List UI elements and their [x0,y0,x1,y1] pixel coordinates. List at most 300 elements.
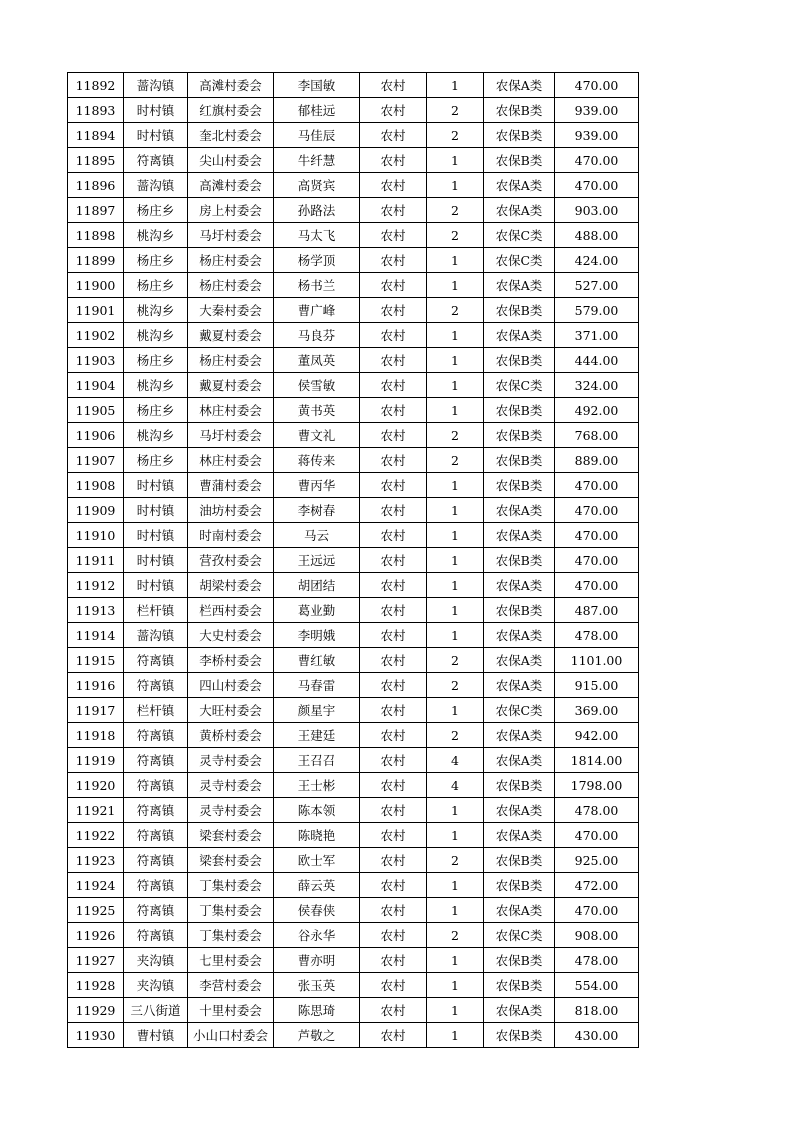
township-cell: 符离镇 [124,873,188,898]
township-cell: 桃沟乡 [124,323,188,348]
township-cell: 时村镇 [124,498,188,523]
insurance-category-cell: 农保B类 [484,348,555,373]
township-cell: 桃沟乡 [124,223,188,248]
residence-type-cell: 农村 [360,573,427,598]
insurance-category-cell: 农保B类 [484,298,555,323]
insurance-category-cell: 农保B类 [484,423,555,448]
table-row [68,198,639,223]
table-row [68,923,639,948]
village-committee-cell: 丁集村委会 [188,923,274,948]
row-number-cell: 11913 [68,598,124,623]
village-committee-cell: 戴夏村委会 [188,323,274,348]
table-row [68,1023,639,1048]
amount-cell: 369.00 [555,698,639,723]
household-size-cell: 1 [427,473,484,498]
table-row [68,873,639,898]
amount-cell: 768.00 [555,423,639,448]
row-number-cell: 11911 [68,548,124,573]
name-cell: 蒋传来 [274,448,360,473]
residence-type-cell: 农村 [360,698,427,723]
amount-cell: 478.00 [555,948,639,973]
residence-type-cell: 农村 [360,298,427,323]
residence-type-cell: 农村 [360,423,427,448]
row-number-cell: 11909 [68,498,124,523]
insurance-category-cell: 农保B类 [484,873,555,898]
household-size-cell: 1 [427,573,484,598]
insurance-category-cell: 农保A类 [484,723,555,748]
township-cell: 符离镇 [124,648,188,673]
table-row [68,548,639,573]
village-committee-cell: 杨庄村委会 [188,348,274,373]
table-row [68,148,639,173]
township-cell: 符离镇 [124,673,188,698]
village-committee-cell: 丁集村委会 [188,873,274,898]
row-number-cell: 11905 [68,398,124,423]
row-number-cell: 11904 [68,373,124,398]
name-cell: 李国敏 [274,73,360,98]
residence-type-cell: 农村 [360,523,427,548]
amount-cell: 472.00 [555,873,639,898]
insurance-category-cell: 农保A类 [484,673,555,698]
household-size-cell: 1 [427,873,484,898]
table-row [68,173,639,198]
township-cell: 时村镇 [124,123,188,148]
name-cell: 杨书兰 [274,273,360,298]
table-row [68,398,639,423]
village-committee-cell: 林庄村委会 [188,398,274,423]
township-cell: 时村镇 [124,573,188,598]
residence-type-cell: 农村 [360,598,427,623]
township-cell: 时村镇 [124,548,188,573]
table-row [68,123,639,148]
residence-type-cell: 农村 [360,173,427,198]
table-row [68,223,639,248]
township-cell: 时村镇 [124,523,188,548]
township-cell: 桃沟乡 [124,423,188,448]
residence-type-cell: 农村 [360,548,427,573]
village-committee-cell: 黄桥村委会 [188,723,274,748]
township-cell: 蔷沟镇 [124,623,188,648]
table-row [68,823,639,848]
township-cell: 曹村镇 [124,1023,188,1048]
residence-type-cell: 农村 [360,448,427,473]
name-cell: 张玉英 [274,973,360,998]
township-cell: 符离镇 [124,898,188,923]
household-size-cell: 1 [427,173,484,198]
household-size-cell: 1 [427,398,484,423]
residence-type-cell: 农村 [360,98,427,123]
household-size-cell: 1 [427,523,484,548]
household-size-cell: 1 [427,323,484,348]
household-size-cell: 1 [427,248,484,273]
insurance-category-cell: 农保C类 [484,923,555,948]
row-number-cell: 11918 [68,723,124,748]
village-committee-cell: 马圩村委会 [188,423,274,448]
row-number-cell: 11903 [68,348,124,373]
insurance-category-cell: 农保C类 [484,698,555,723]
residence-type-cell: 农村 [360,998,427,1023]
township-cell: 符离镇 [124,798,188,823]
table-row [68,273,639,298]
name-cell: 葛业勤 [274,598,360,623]
residence-type-cell: 农村 [360,348,427,373]
household-size-cell: 1 [427,348,484,373]
amount-cell: 478.00 [555,623,639,648]
residence-type-cell: 农村 [360,948,427,973]
row-number-cell: 11912 [68,573,124,598]
name-cell: 曹文礼 [274,423,360,448]
amount-cell: 1101.00 [555,648,639,673]
insurance-category-cell: 农保B类 [484,548,555,573]
township-cell: 三八街道 [124,998,188,1023]
village-committee-cell: 大秦村委会 [188,298,274,323]
village-committee-cell: 营孜村委会 [188,548,274,573]
row-number-cell: 11922 [68,823,124,848]
amount-cell: 470.00 [555,898,639,923]
table-row [68,723,639,748]
table-row [68,448,639,473]
township-cell: 时村镇 [124,473,188,498]
name-cell: 胡团结 [274,573,360,598]
name-cell: 王远远 [274,548,360,573]
table-row [68,698,639,723]
household-size-cell: 1 [427,623,484,648]
residence-type-cell: 农村 [360,498,427,523]
amount-cell: 579.00 [555,298,639,323]
row-number-cell: 11925 [68,898,124,923]
township-cell: 夹沟镇 [124,973,188,998]
amount-cell: 908.00 [555,923,639,948]
village-committee-cell: 曹蒲村委会 [188,473,274,498]
household-size-cell: 2 [427,448,484,473]
amount-cell: 527.00 [555,273,639,298]
amount-cell: 915.00 [555,673,639,698]
roster-body [68,73,639,1048]
household-size-cell: 2 [427,848,484,873]
insurance-category-cell: 农保B类 [484,598,555,623]
insurance-category-cell: 农保A类 [484,323,555,348]
name-cell: 陈本领 [274,798,360,823]
residence-type-cell: 农村 [360,148,427,173]
name-cell: 马太飞 [274,223,360,248]
village-committee-cell: 马圩村委会 [188,223,274,248]
household-size-cell: 4 [427,748,484,773]
township-cell: 符离镇 [124,748,188,773]
row-number-cell: 11914 [68,623,124,648]
name-cell: 薛云英 [274,873,360,898]
row-number-cell: 11907 [68,448,124,473]
row-number-cell: 11916 [68,673,124,698]
table-row [68,298,639,323]
insurance-category-cell: 农保B类 [484,473,555,498]
amount-cell: 324.00 [555,373,639,398]
name-cell: 高贤宾 [274,173,360,198]
township-cell: 蔷沟镇 [124,73,188,98]
household-size-cell: 2 [427,423,484,448]
township-cell: 杨庄乡 [124,273,188,298]
household-size-cell: 1 [427,373,484,398]
table-row [68,648,639,673]
name-cell: 马良芬 [274,323,360,348]
village-committee-cell: 四山村委会 [188,673,274,698]
insurance-category-cell: 农保A类 [484,73,555,98]
amount-cell: 942.00 [555,723,639,748]
village-committee-cell: 灵寺村委会 [188,773,274,798]
amount-cell: 371.00 [555,323,639,348]
village-committee-cell: 杨庄村委会 [188,273,274,298]
table-row [68,598,639,623]
name-cell: 马春雷 [274,673,360,698]
residence-type-cell: 农村 [360,673,427,698]
household-size-cell: 2 [427,123,484,148]
name-cell: 王建廷 [274,723,360,748]
residence-type-cell: 农村 [360,848,427,873]
name-cell: 曹广峰 [274,298,360,323]
table-row [68,323,639,348]
township-cell: 符离镇 [124,823,188,848]
insurance-category-cell: 农保A类 [484,573,555,598]
row-number-cell: 11923 [68,848,124,873]
table-row [68,848,639,873]
name-cell: 陈思琦 [274,998,360,1023]
village-committee-cell: 灵寺村委会 [188,798,274,823]
amount-cell: 488.00 [555,223,639,248]
household-size-cell: 1 [427,498,484,523]
name-cell: 牛纤慧 [274,148,360,173]
name-cell: 曹红敏 [274,648,360,673]
amount-cell: 925.00 [555,848,639,873]
household-size-cell: 1 [427,798,484,823]
township-cell: 符离镇 [124,723,188,748]
name-cell: 孙路法 [274,198,360,223]
household-size-cell: 2 [427,673,484,698]
village-committee-cell: 灵寺村委会 [188,748,274,773]
amount-cell: 470.00 [555,473,639,498]
row-number-cell: 11901 [68,298,124,323]
village-committee-cell: 戴夏村委会 [188,373,274,398]
household-size-cell: 1 [427,823,484,848]
table-row [68,998,639,1023]
name-cell: 王士彬 [274,773,360,798]
insurance-category-cell: 农保B类 [484,1023,555,1048]
insurance-category-cell: 农保A类 [484,523,555,548]
name-cell: 侯春侠 [274,898,360,923]
household-size-cell: 1 [427,73,484,98]
insurance-category-cell: 农保A类 [484,798,555,823]
amount-cell: 889.00 [555,448,639,473]
village-committee-cell: 李营村委会 [188,973,274,998]
household-size-cell: 1 [427,998,484,1023]
household-size-cell: 1 [427,548,484,573]
residence-type-cell: 农村 [360,73,427,98]
household-size-cell: 1 [427,148,484,173]
residence-type-cell: 农村 [360,1023,427,1048]
amount-cell: 492.00 [555,398,639,423]
table-row [68,98,639,123]
amount-cell: 470.00 [555,498,639,523]
amount-cell: 470.00 [555,823,639,848]
table-row [68,423,639,448]
name-cell: 曹亦明 [274,948,360,973]
name-cell: 李明娥 [274,623,360,648]
residence-type-cell: 农村 [360,773,427,798]
village-committee-cell: 梁套村委会 [188,823,274,848]
residence-type-cell: 农村 [360,898,427,923]
insurance-category-cell: 农保A类 [484,623,555,648]
household-size-cell: 1 [427,973,484,998]
township-cell: 符离镇 [124,923,188,948]
household-size-cell: 1 [427,898,484,923]
table-row [68,748,639,773]
village-committee-cell: 梁套村委会 [188,848,274,873]
table-row [68,973,639,998]
amount-cell: 939.00 [555,98,639,123]
insurance-category-cell: 农保B类 [484,448,555,473]
township-cell: 杨庄乡 [124,198,188,223]
village-committee-cell: 栏西村委会 [188,598,274,623]
residence-type-cell: 农村 [360,823,427,848]
residence-type-cell: 农村 [360,623,427,648]
insurance-category-cell: 农保A类 [484,998,555,1023]
village-committee-cell: 丁集村委会 [188,898,274,923]
insurance-category-cell: 农保C类 [484,223,555,248]
household-size-cell: 2 [427,98,484,123]
amount-cell: 478.00 [555,798,639,823]
insurance-category-cell: 农保C类 [484,248,555,273]
village-committee-cell: 十里村委会 [188,998,274,1023]
table-row [68,773,639,798]
table-row [68,473,639,498]
row-number-cell: 11926 [68,923,124,948]
household-size-cell: 1 [427,698,484,723]
township-cell: 符离镇 [124,148,188,173]
residence-type-cell: 农村 [360,123,427,148]
insurance-category-cell: 农保B类 [484,973,555,998]
insurance-category-cell: 农保A类 [484,273,555,298]
insurance-category-cell: 农保A类 [484,498,555,523]
amount-cell: 818.00 [555,998,639,1023]
village-committee-cell: 高滩村委会 [188,173,274,198]
name-cell: 王召召 [274,748,360,773]
residence-type-cell: 农村 [360,273,427,298]
village-committee-cell: 大旺村委会 [188,698,274,723]
name-cell: 陈晓艳 [274,823,360,848]
table-row [68,248,639,273]
name-cell: 颜星宇 [274,698,360,723]
household-size-cell: 1 [427,1023,484,1048]
township-cell: 杨庄乡 [124,398,188,423]
township-cell: 栏杆镇 [124,598,188,623]
table-row [68,948,639,973]
row-number-cell: 11921 [68,798,124,823]
row-number-cell: 11930 [68,1023,124,1048]
village-committee-cell: 杨庄村委会 [188,248,274,273]
village-committee-cell: 林庄村委会 [188,448,274,473]
household-size-cell: 2 [427,723,484,748]
row-number-cell: 11895 [68,148,124,173]
name-cell: 黄书英 [274,398,360,423]
residence-type-cell: 农村 [360,323,427,348]
household-size-cell: 1 [427,273,484,298]
row-number-cell: 11892 [68,73,124,98]
amount-cell: 470.00 [555,73,639,98]
name-cell: 芦敬之 [274,1023,360,1048]
township-cell: 蔷沟镇 [124,173,188,198]
name-cell: 李树春 [274,498,360,523]
residence-type-cell: 农村 [360,648,427,673]
village-committee-cell: 七里村委会 [188,948,274,973]
residence-type-cell: 农村 [360,973,427,998]
table-row [68,898,639,923]
amount-cell: 470.00 [555,573,639,598]
table-row [68,673,639,698]
table-row [68,373,639,398]
household-size-cell: 2 [427,198,484,223]
row-number-cell: 11919 [68,748,124,773]
amount-cell: 903.00 [555,198,639,223]
name-cell: 侯雪敏 [274,373,360,398]
village-committee-cell: 高滩村委会 [188,73,274,98]
row-number-cell: 11899 [68,248,124,273]
row-number-cell: 11908 [68,473,124,498]
insurance-category-cell: 农保B类 [484,123,555,148]
amount-cell: 939.00 [555,123,639,148]
row-number-cell: 11910 [68,523,124,548]
table-row [68,798,639,823]
household-size-cell: 2 [427,298,484,323]
table-row [68,623,639,648]
household-size-cell: 2 [427,923,484,948]
insurance-category-cell: 农保A类 [484,823,555,848]
amount-cell: 1798.00 [555,773,639,798]
residence-type-cell: 农村 [360,373,427,398]
residence-type-cell: 农村 [360,923,427,948]
township-cell: 符离镇 [124,848,188,873]
table-row [68,348,639,373]
table-row [68,573,639,598]
residence-type-cell: 农村 [360,723,427,748]
residence-type-cell: 农村 [360,873,427,898]
village-committee-cell: 油坊村委会 [188,498,274,523]
row-number-cell: 11898 [68,223,124,248]
insurance-category-cell: 农保B类 [484,848,555,873]
residence-type-cell: 农村 [360,473,427,498]
insurance-category-cell: 农保B类 [484,148,555,173]
table-row [68,73,639,98]
row-number-cell: 11897 [68,198,124,223]
residence-type-cell: 农村 [360,223,427,248]
village-committee-cell: 奎北村委会 [188,123,274,148]
row-number-cell: 11900 [68,273,124,298]
village-committee-cell: 胡梁村委会 [188,573,274,598]
name-cell: 马佳辰 [274,123,360,148]
village-committee-cell: 时南村委会 [188,523,274,548]
amount-cell: 470.00 [555,173,639,198]
household-size-cell: 1 [427,598,484,623]
insurance-category-cell: 农保B类 [484,773,555,798]
residence-type-cell: 农村 [360,798,427,823]
insurance-category-cell: 农保A类 [484,898,555,923]
row-number-cell: 11917 [68,698,124,723]
row-number-cell: 11920 [68,773,124,798]
village-committee-cell: 李桥村委会 [188,648,274,673]
township-cell: 桃沟乡 [124,298,188,323]
village-committee-cell: 尖山村委会 [188,148,274,173]
name-cell: 马云 [274,523,360,548]
table-row [68,498,639,523]
table-row [68,523,639,548]
insurance-category-cell: 农保A类 [484,198,555,223]
